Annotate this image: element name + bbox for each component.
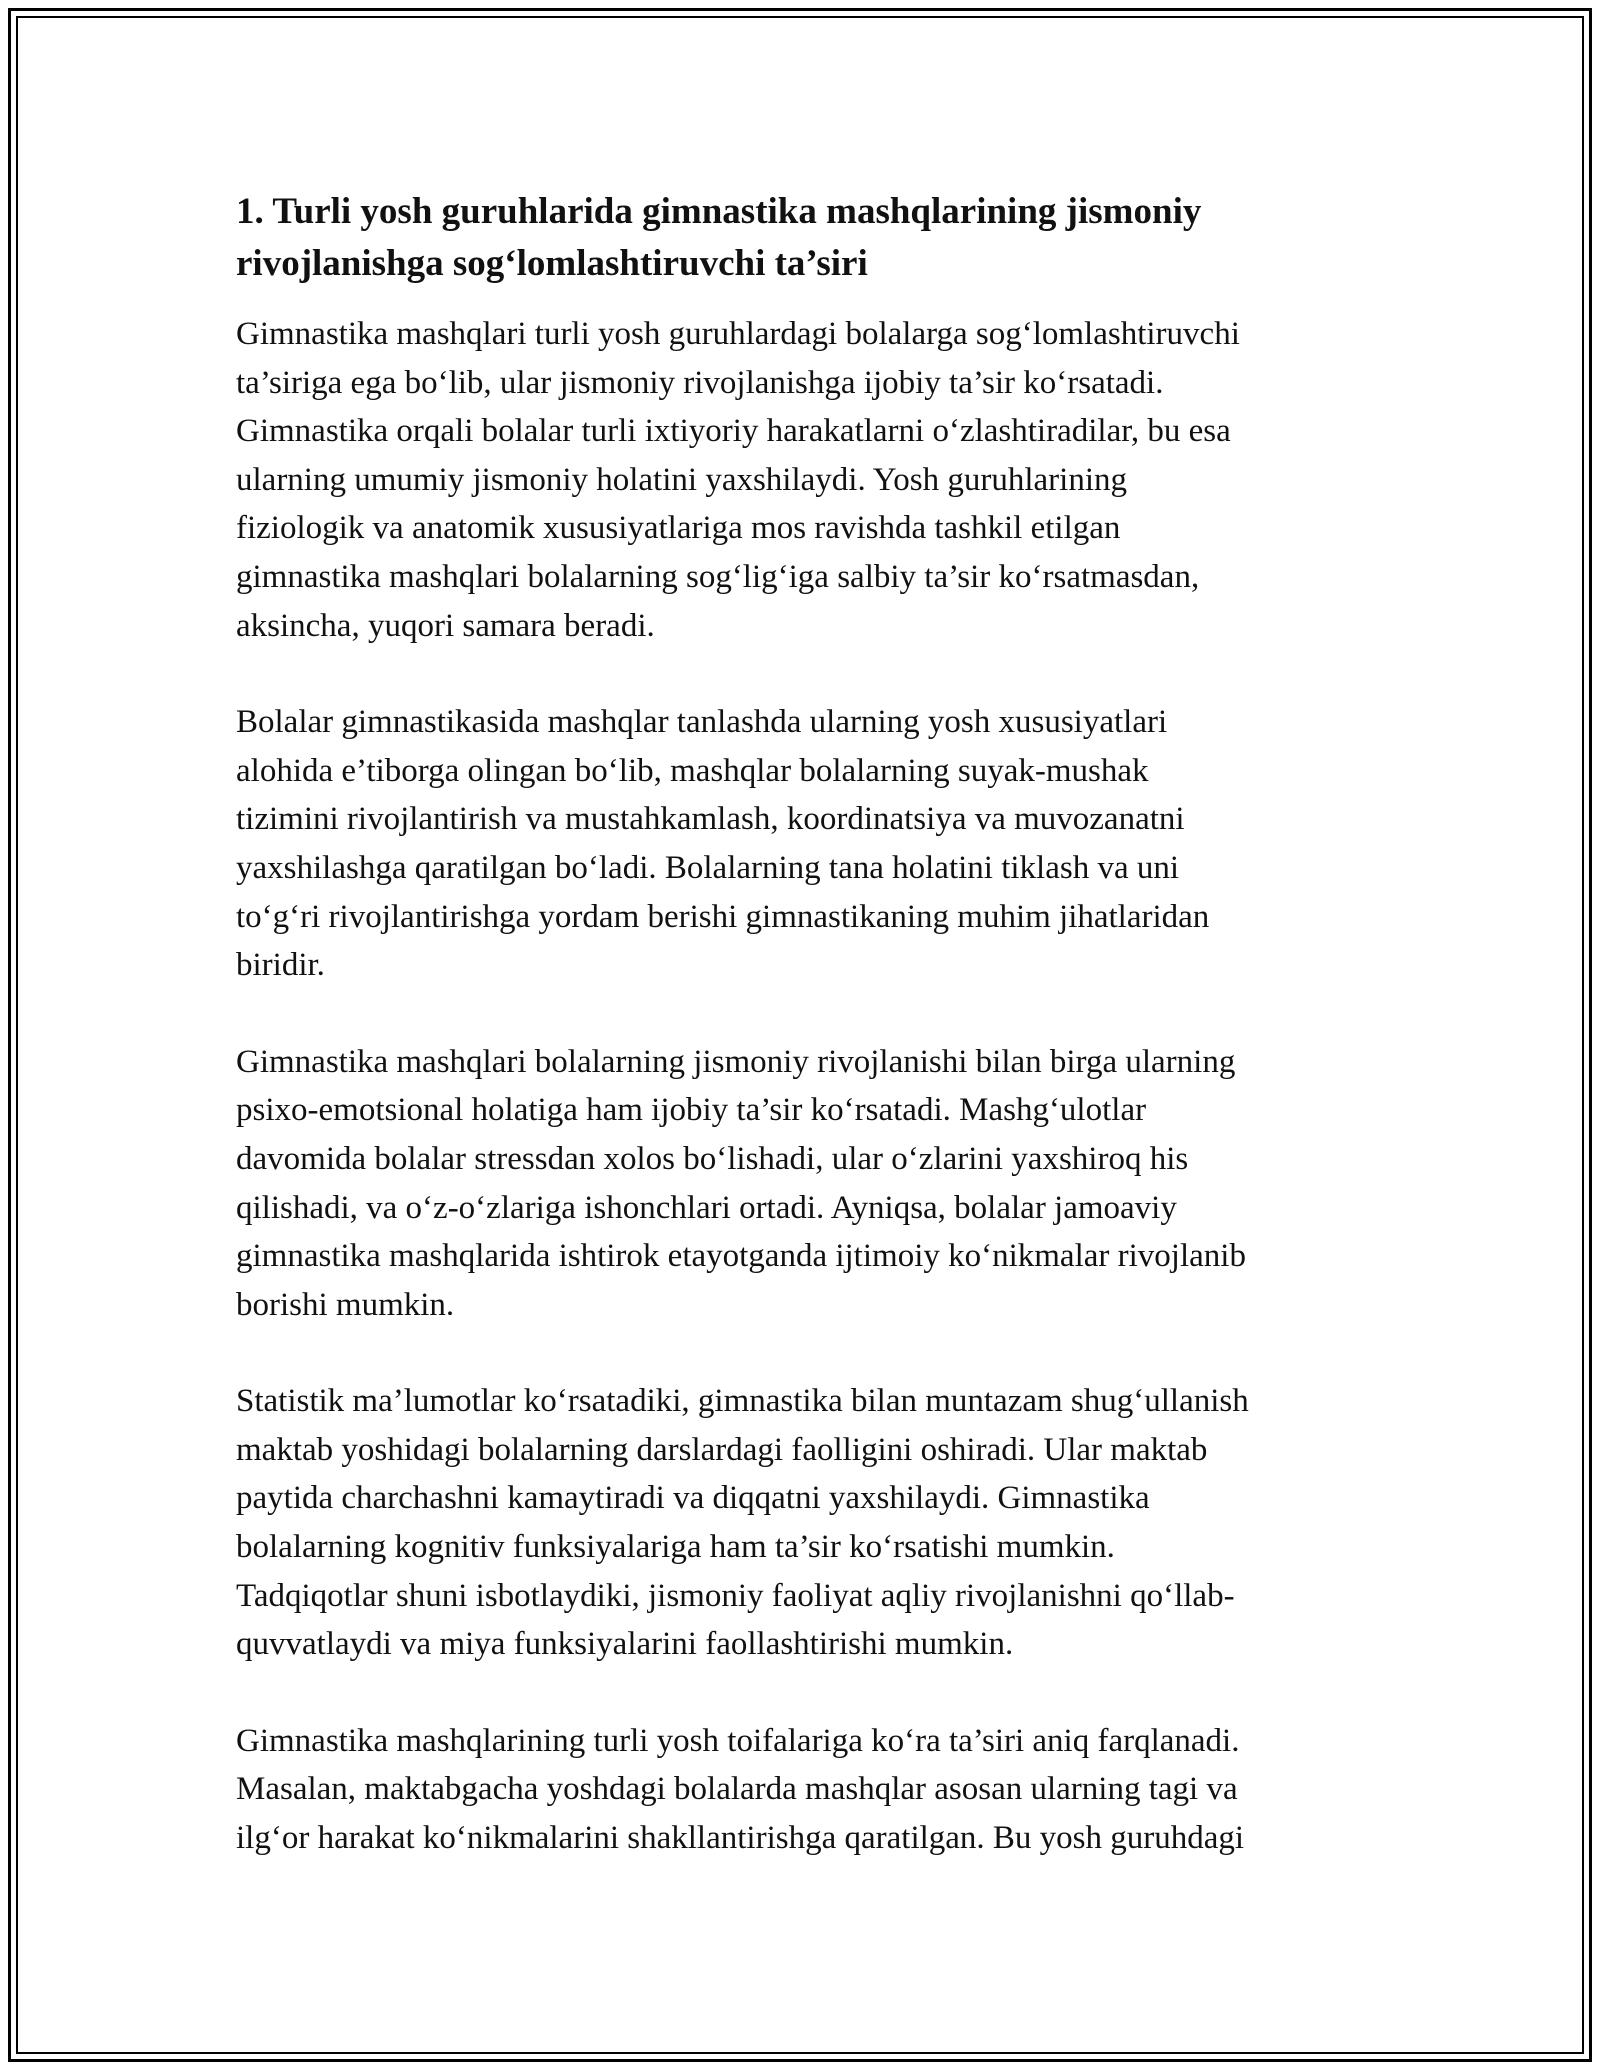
paragraph-4: Statistik ma’lumotlar ko‘rsatadiki, gimnastika bilan muntazam shug‘ullanish maktab yoshidagi bolalarning darslardagi faolligini oshiradi. Ular maktab paytida charchashni kamaytiradi va diqqatni yaxshilaydi. Gimnastika bolalarning kognitiv funksiyalariga ham ta’sir ko‘rsatishi mumkin. Tadqiqotlar shuni isbotlaydiki, jismoniy faoliyat aqliy rivojlanishni qo‘llab- quvvatlaydi va miya funksiyalarini faollashtirishi mumkin. — [236, 1383, 1249, 1663]
paragraph-5: Gimnastika mashqlarining turli yosh toifalariga ko‘ra ta’siri aniq farqlanadi. Masalan, maktabgacha yoshdagi bolalarda mashqlar asosan ularning tagi va ilg‘or harakat ko‘nikmalarini shakllantirishga qaratilgan. Bu yosh guruhdagi — [236, 1722, 1245, 1857]
paragraph-3: Gimnastika mashqlari bolalarning jismoniy rivojlanishi bilan birga ularning psixo-emotsional holatiga ham ijobiy ta’sir ko‘rsatadi. Mashg‘ulotlar davomida bolalar stressdan xolos bo‘lishadi, ular o‘zlarini yaxshiroq his qilishadi, va o‘z-o‘zlariga ishonchlari ortadi. Ayniqsa, bolalar jamoaviy gimnastika mashqlarida ishtirok etayotganda ijtimoiy ko‘nikmalar rivojlanib borishi mumkin. — [236, 1043, 1246, 1323]
section-title: 1. Turli yosh guruhlarida gimnastika mashqlarining jismoniy rivojlanishga sog‘lomlashtiruvchi ta’siri — [236, 191, 1202, 284]
paragraph-2: Bolalar gimnastikasida mashqlar tanlashda ularning yosh xususiyatlari alohida e’tiborga olingan bo‘lib, mashqlar bolalarning suyak-mushak tizimini rivojlantirish va mustahkamlash, koordinatsiya va muvozanatni yaxshilashga qaratilgan bo‘ladi. Bolalarning tana holatini tiklash va uni to‘g‘ri rivojlantirishga yordam berishi gimnastikaning muhim jihatlaridan biridir. — [236, 704, 1210, 984]
paragraph-1: Gimnastika mashqlari turli yosh guruhlardagi bolalarga sog‘lomlashtiruvchi ta’siriga ega bo‘lib, ular jismoniy rivojlanishga ijobiy ta’sir ko‘rsatadi. Gimnastika orqali bolalar turli ixtiyoriy harakatlarni o‘zlashtiradilar, bu esa ularning umumiy jismoniy holatini yaxshilaydi. Yosh guruhlarining fiziologik va anatomik xususiyatlariga mos ravishda tashkil etilgan gimnastika mashqlari bolalarning sog‘lig‘iga salbiy ta’sir ko‘rsatmasdan, aksincha, yuqori samara beradi. — [236, 316, 1240, 644]
document-content — [236, 186, 1366, 1863]
